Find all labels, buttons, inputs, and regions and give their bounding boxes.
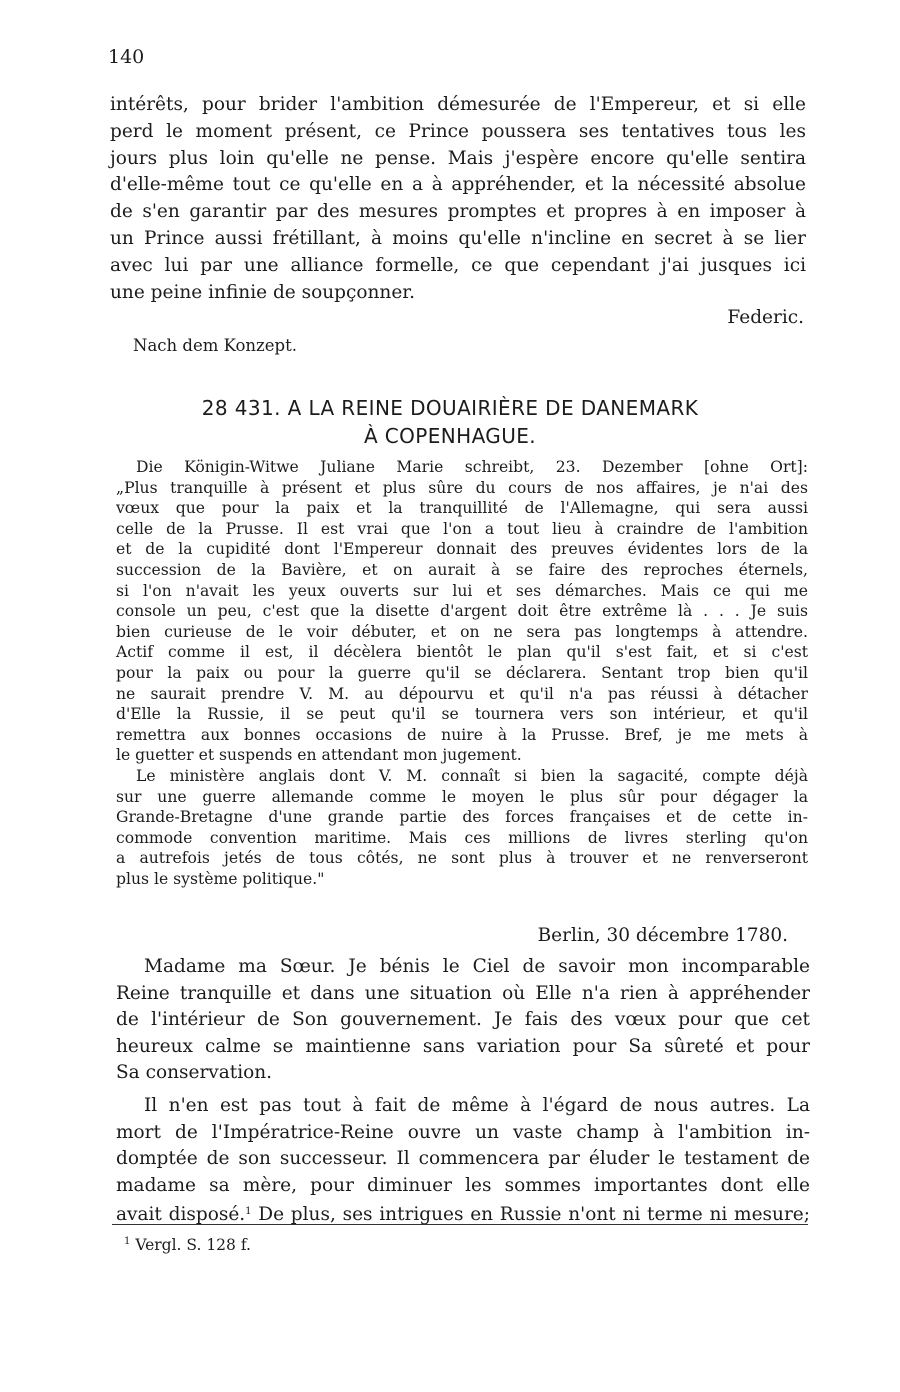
text-line: d'elle-même tout ce qu'elle en a à appréhender, et la nécessité absolue xyxy=(110,174,806,196)
note-line: plus le système politique." xyxy=(116,869,325,888)
note-line: bien curieuse de le voir débuter, et on ne sera pas longtemps à attendre. xyxy=(116,622,808,641)
footnote xyxy=(124,1236,251,1254)
note-line: pour la paix ou pour la guerre qu'il se déclarera. Sentant trop bien qu'il xyxy=(116,663,808,682)
letter-line: heureux calme se maintienne sans variation pour Sa sûreté et pour xyxy=(116,1035,810,1057)
letter-body xyxy=(116,954,810,1229)
letter-date: Berlin, 30 décembre 1780. xyxy=(537,925,788,946)
note-line: Grande-Bretagne d'une grande partie des forces françaises et de cette in- xyxy=(116,808,808,827)
intro-note xyxy=(116,457,808,889)
footnote-text: Vergl. S. 128 f. xyxy=(135,1236,251,1254)
letter-line-end: De plus, ses intrigues en Russie n'ont ni terme ni mesure; xyxy=(251,1204,810,1226)
note-line: vœux que pour la paix et la tranquillité de l'Allemagne, qui sera aussi xyxy=(116,499,808,518)
footnote-number: 1 xyxy=(124,1236,131,1247)
note-line: sur une guerre allemande comme le moyen le plus sûr pour dégager la xyxy=(116,787,808,806)
note-line: et de la cupidité dont l'Empereur donnait des preuves évidentes lors de la xyxy=(116,540,808,559)
source-note: Nach dem Konzept. xyxy=(133,336,297,355)
note-line: Le ministère anglais dont V. M. connaît si bien la sagacité, compte déjà xyxy=(136,766,808,785)
text-line: un Prince aussi frétillant, à moins qu'elle n'incline en secret à se lier xyxy=(110,227,806,249)
text-line: jours plus loin qu'elle ne pense. Mais j'espère encore qu'elle sentira xyxy=(110,147,806,169)
text-line: avec lui par une alliance formelle, ce que cependant j'ai jusques ici xyxy=(110,254,806,276)
page-number: 140 xyxy=(108,46,145,68)
footnote-divider xyxy=(112,1224,808,1225)
note-line: si l'on n'avait les yeux ouverts sur lui et ses démarches. Mais ce qui me xyxy=(116,581,808,600)
note-line: le guetter et suspends en attendant mon jugement. xyxy=(116,746,522,765)
letter-line: Reine tranquille et dans une situation où Elle n'a rien à appréhender xyxy=(116,982,810,1004)
note-line: Die Königin-Witwe Juliane Marie schreibt, 23. Dezember [ohne Ort]: xyxy=(136,458,808,476)
letter-line: domptée de son successeur. Il commencera par éluder le testament de xyxy=(116,1148,810,1170)
letter-line: Madame ma Sœur. Je bénis le Ciel de savoir mon incomparable xyxy=(144,956,810,977)
signature: Federic. xyxy=(727,307,804,328)
note-line: a autrefois jetés de tous côtés, ne sont plus à trouver et ne renverseront xyxy=(116,849,808,868)
note-line: celle de la Prusse. Il est vrai que l'on a tout lieu à craindre de l'ambition xyxy=(116,519,808,538)
note-line: commode convention maritime. Mais ces millions de livres sterling qu'on xyxy=(116,828,808,847)
letter-heading-place: À COPENHAGUE. xyxy=(363,424,537,448)
note-line: succession de la Bavière, et on aurait à se faire des reproches éternels, xyxy=(116,560,808,579)
note-line: console un peu, c'est que la disette d'argent doit être extrême là . . . Je suis xyxy=(116,602,808,621)
text-line: de s'en garantir par des mesures promptes et propres à en imposer à xyxy=(110,201,806,223)
letter-line: Sa conservation. xyxy=(116,1062,273,1084)
letter-line: madame sa mère, pour diminuer les sommes importantes dont elle xyxy=(116,1174,810,1196)
letter-line: mort de l'Impératrice-Reine ouvre un vaste champ à l'ambition in- xyxy=(116,1121,810,1143)
text-line: une peine infinie de soupçonner. xyxy=(110,281,415,303)
note-line: „Plus tranquille à présent et plus sûre du cours de nos affaires, je n'ai des xyxy=(116,478,808,497)
note-line: d'Elle la Russie, il se peut qu'il se tournera vers son intérieur, et qu'il xyxy=(116,705,808,724)
note-line: ne saurait prendre V. M. au dépourvu et qu'il n'a pas réussi à détacher xyxy=(116,684,808,703)
letter-heading: 28 431. A LA REINE DOUAIRIÈRE DE DANEMARK xyxy=(201,396,699,420)
letter-line: Il n'en est pas tout à fait de même à l'égard de nous autres. La xyxy=(144,1094,810,1116)
opening-paragraph xyxy=(110,92,806,306)
text-line: perd le moment présent, ce Prince poussera ses tentatives tous les xyxy=(110,120,806,142)
note-line: remettra aux bonnes occasions de nuire à la Prusse. Bref, je me mets à xyxy=(116,725,808,744)
letter-line: de l'intérieur de Son gouvernement. Je fais des vœux pour que cet xyxy=(116,1009,810,1031)
letter-line-start: avait disposé. xyxy=(116,1204,246,1226)
text-line: intérêts, pour brider l'ambition démesurée de l'Empereur, et si elle xyxy=(110,94,806,115)
note-line: Actif comme il est, il décèlera bientôt le plan qu'il s'est fait, et si c'est xyxy=(116,643,808,662)
footnote-marker: 1 xyxy=(245,1206,252,1218)
